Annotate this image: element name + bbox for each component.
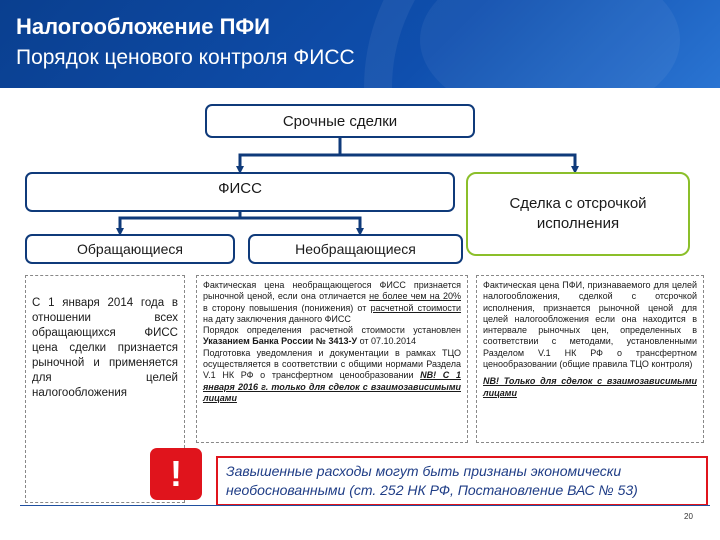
box-traded-label: Обращающиеся <box>77 241 183 257</box>
expenses-note <box>216 456 708 506</box>
nb-link[interactable]: NB! С 1 января 2016 г. только для сделок с взаимозависимыми лицами <box>203 370 461 403</box>
slide-title: Налогообложение ПФИ <box>16 14 270 39</box>
box-non-traded-label: Необращающиеся <box>295 241 416 257</box>
nb-link[interactable]: NB! Только для сделок с взаимозависимыми лицами <box>483 376 697 398</box>
box-deferred-execution-label: Сделка с отсрочкой исполнения <box>509 195 647 232</box>
connector-fiss-to-traded <box>120 212 240 232</box>
box-deferred-execution <box>466 172 690 256</box>
non-traded-paragraph-1: Фактическая цена необращающегося ФИСС признается рыночной ценой, если она отличается не более чем на 20% в сторону повышения (понижения) от расчетной стоимости на дату заключения данного ФИСС <box>203 280 462 324</box>
page-number: 20 <box>684 512 693 521</box>
deferred-paragraph-2 <box>483 376 697 399</box>
connector-top-to-fiss <box>240 138 340 170</box>
slide-subtitle: Порядок ценового контроля ФИСС <box>16 46 355 69</box>
warning-mark: ! <box>170 453 182 494</box>
expenses-note-text: Завышенные расходы могут быть признаны экономически необоснованными (ст. 252 НК РФ, Постановление ВАС № 53) <box>226 463 638 498</box>
box-fiss <box>25 172 455 212</box>
footer-divider <box>20 505 710 506</box>
non-traded-paragraph-2: Порядок определения расчетной стоимости установлен Указанием Банка России № 3413-У от 07.10.2014 <box>203 325 461 347</box>
non-traded-description <box>196 275 468 443</box>
box-futures-deals <box>205 104 475 138</box>
deferred-description <box>476 275 704 443</box>
connector-top-to-deferred <box>340 155 575 170</box>
traded-description-text: С 1 января 2014 года в отношении всех обращающихся ФИСС цена сделки признается рыночной и применяется для целей налогообложения <box>32 297 178 399</box>
connector-fiss-to-non-traded <box>240 218 360 232</box>
box-fiss-label: ФИСС <box>218 180 262 197</box>
box-futures-deals-label: Срочные сделки <box>282 112 398 130</box>
deferred-paragraph-1: Фактическая цена ПФИ, признаваемого для целей налогообложения, сделкой с отсрочкой исполнения, признается рыночной ценой для целей налогообложения если она находится в интервале рыночных цен, определенных в соответствии с методами, установленными Разделом V.1 НК РФ о трансфертном ценообразовании (общие правила ТЦО контроля) <box>483 280 697 370</box>
non-traded-paragraph-3: Подготовка уведомления и документации в рамках ТЦО осуществляется в соответствии с общими нормами Раздела V.1 НК РФ о трансфертном ценообразовании NB! С 1 января 2016 г. только для сделок с взаимозависимыми лицами <box>203 347 461 403</box>
warning-icon <box>150 448 202 500</box>
box-traded <box>25 234 235 264</box>
box-non-traded <box>248 234 463 264</box>
